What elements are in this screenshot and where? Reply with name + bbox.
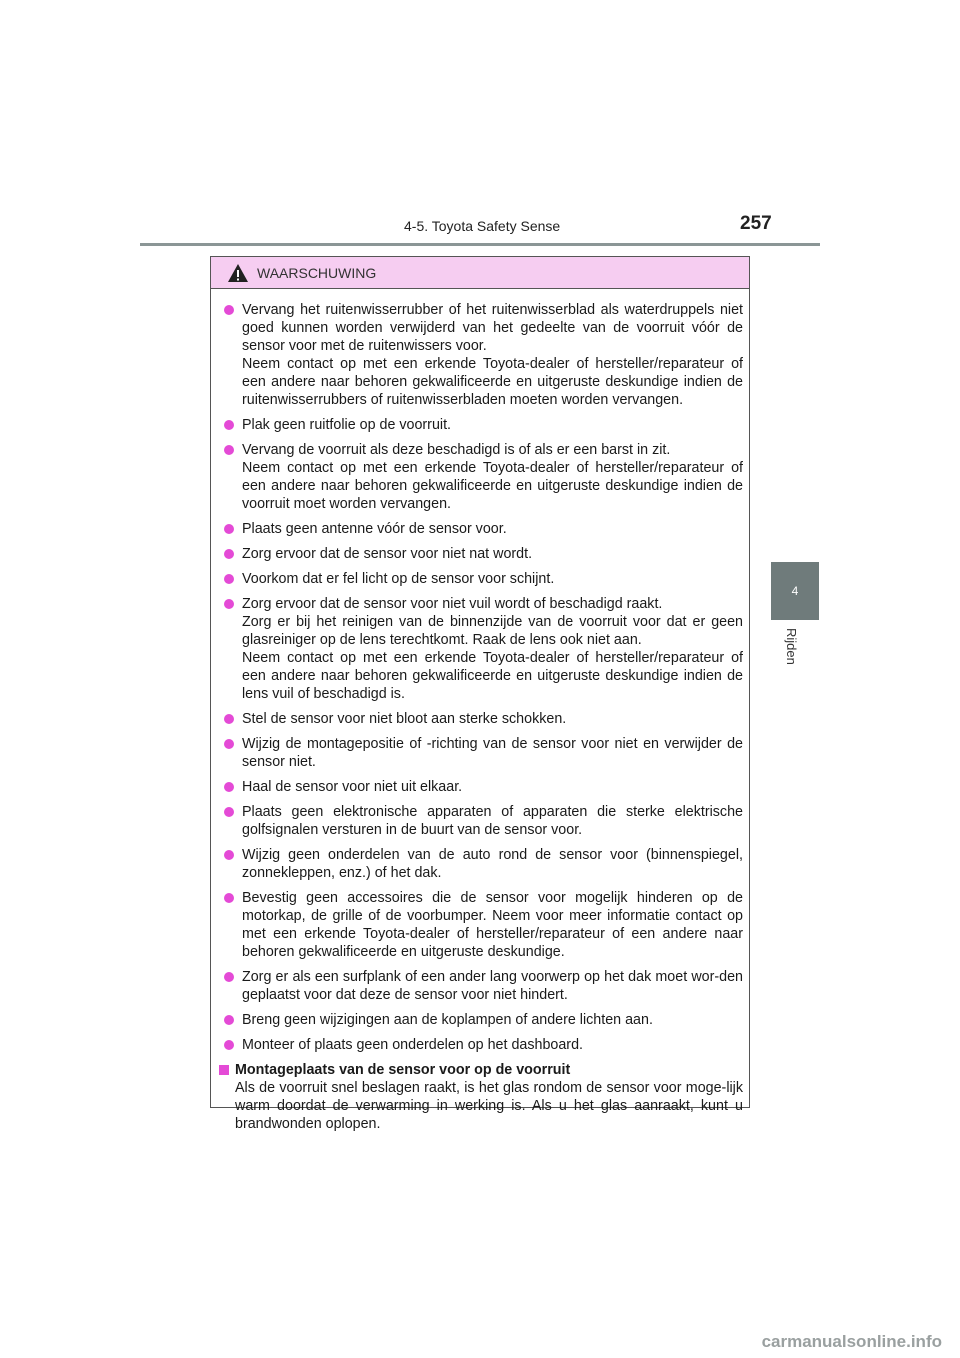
- warning-bullet: [217, 570, 743, 588]
- bullet-dot-icon: [224, 1040, 234, 1050]
- bullet-dot-icon: [224, 714, 234, 724]
- bullet-text: Vervang de voorruit als deze beschadigd is of als er een barst in zit.: [242, 442, 671, 458]
- bullet-text: Bevestig geen accessoires die de sensor voor mogelijk hinderen op de motorkap, de grille of de voorbumper. Neem voor meer informatie contact op met een erkende Toyota-dealer of hersteller/reparateur of een andere naar behoren gekwalificeerde en uitgeruste deskundige.: [242, 890, 743, 960]
- warning-bullet: [217, 889, 743, 961]
- bullet-dot-icon: [224, 972, 234, 982]
- subsection-title: Montageplaats van de sensor voor op de voorruit: [235, 1062, 571, 1078]
- bullet-dot-icon: [224, 850, 234, 860]
- bullet-dot-icon: [224, 524, 234, 534]
- warning-header: [211, 257, 749, 289]
- bullet-dot-icon: [224, 599, 234, 609]
- page-number: 257: [740, 213, 772, 234]
- bullet-dot-icon: [224, 739, 234, 749]
- chapter-label: Rijden: [784, 628, 799, 665]
- watermark: carmanualsonline.info: [761, 1332, 942, 1351]
- warning-triangle-icon: [227, 263, 249, 283]
- header-divider: [140, 243, 820, 246]
- warning-bullet: [217, 520, 743, 538]
- bullet-text: Neem contact op met een erkende Toyota-dealer of hersteller/reparateur of een andere naar behoren gekwalificeerde en uitgeruste deskundige indien de ruitenwisserrubbers of ruitenwisserbladen moeten worden vervangen.: [242, 356, 743, 408]
- bullet-text: Monteer of plaats geen onderdelen op het dashboard.: [242, 1037, 583, 1053]
- bullet-text: Plaats geen elektronische apparaten of apparaten die sterke elektrische golfsignalen versturen in de buurt van de sensor voor.: [242, 804, 743, 838]
- square-bullet-icon: [219, 1065, 229, 1075]
- warning-bullet: [217, 595, 743, 703]
- bullet-text: Zorg er als een surfplank of een ander lang voorwerp op het dak moet wor-den geplaatst voor dat deze de sensor voor niet hindert.: [242, 969, 743, 1003]
- bullet-dot-icon: [224, 420, 234, 430]
- bullet-text: Vervang het ruitenwisserrubber of het ruitenwisserblad als waterdruppels niet goed kunnen worden verwijderd van het gedeelte van de voorruit vóór de sensor voor met de ruitenwissers voor.: [242, 302, 743, 354]
- warning-bullet: [217, 416, 743, 434]
- warning-bullet: [217, 710, 743, 728]
- warning-bullet: [217, 545, 743, 563]
- warning-bullet: [217, 735, 743, 771]
- warning-bullet: [217, 301, 743, 409]
- bullet-dot-icon: [224, 549, 234, 559]
- bullet-text: Zorg er bij het reinigen van de binnenzijde van de voorruit voor dat er geen glasreiniger op de lens terechtkomt. Raak de lens ook niet aan.: [242, 614, 743, 648]
- bullet-text: Wijzig geen onderdelen van de auto rond de sensor voor (binnenspiegel, zonnekleppen, enz.) of het dak.: [242, 847, 743, 881]
- warning-bullet: [217, 1011, 743, 1029]
- bullet-text: Neem contact op met een erkende Toyota-dealer of hersteller/reparateur of een andere naar behoren gekwalificeerde en uitgeruste deskundige indien de voorruit moet worden vervangen.: [242, 460, 743, 512]
- section-title: 4-5. Toyota Safety Sense: [404, 218, 561, 234]
- bullet-dot-icon: [224, 1015, 234, 1025]
- chapter-tab[interactable]: [771, 562, 819, 620]
- subsection-text: Als de voorruit snel beslagen raakt, is het glas rondom de sensor voor moge-lijk warm doordat de verwarming in werking is. Als u het glas aanraakt, kunt u brandwonden oplopen.: [235, 1080, 743, 1132]
- subsection: [217, 1061, 743, 1133]
- bullet-dot-icon: [224, 782, 234, 792]
- bullet-text: Wijzig de montagepositie of -richting van de sensor voor niet en verwijder de sensor niet.: [242, 736, 743, 770]
- bullet-dot-icon: [224, 445, 234, 455]
- warning-bullet: [217, 803, 743, 839]
- bullet-dot-icon: [224, 893, 234, 903]
- bullet-dot-icon: [224, 305, 234, 315]
- bullet-dot-icon: [224, 574, 234, 584]
- warning-title: WAARSCHUWING: [257, 264, 377, 281]
- bullet-text: Voorkom dat er fel licht op de sensor voor schijnt.: [242, 571, 555, 587]
- warning-bullet: [217, 1036, 743, 1054]
- warning-bullet: [217, 441, 743, 513]
- warning-body: [211, 289, 749, 1133]
- bullet-text: Zorg ervoor dat de sensor voor niet nat wordt.: [242, 546, 533, 562]
- bullet-text: Plak geen ruitfolie op de voorruit.: [242, 417, 452, 433]
- bullet-text: Stel de sensor voor niet bloot aan sterke schokken.: [242, 711, 567, 727]
- chapter-number: 4: [791, 584, 799, 598]
- warning-bullet: [217, 846, 743, 882]
- warning-bullet: [217, 778, 743, 796]
- warning-box: [210, 256, 750, 1132]
- bullet-dot-icon: [224, 807, 234, 817]
- bullet-text: Haal de sensor voor niet uit elkaar.: [242, 779, 463, 795]
- bullet-text: Plaats geen antenne vóór de sensor voor.: [242, 521, 507, 537]
- bullet-text: Breng geen wijzigingen aan de koplampen of andere lichten aan.: [242, 1012, 653, 1028]
- warning-bullet: [217, 968, 743, 1004]
- bullet-text: Neem contact op met een erkende Toyota-dealer of hersteller/reparateur of een andere naar behoren gekwalificeerde en uitgeruste deskundige indien de lens vuil of beschadigd is.: [242, 650, 743, 702]
- bullet-text: Zorg ervoor dat de sensor voor niet vuil wordt of beschadigd raakt.: [242, 596, 663, 612]
